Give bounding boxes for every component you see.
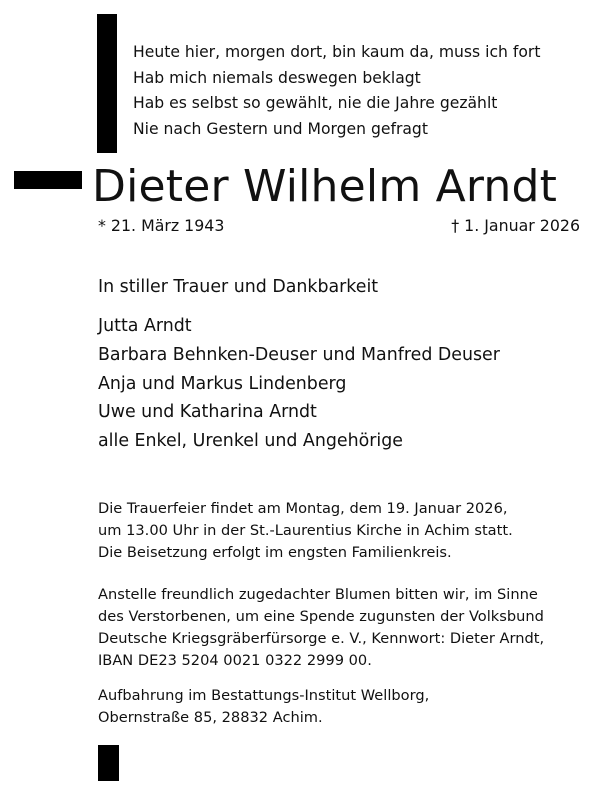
notice-line: des Verstorbenen, um eine Spende zugunsten der Volksbund [98, 608, 544, 625]
poem-line: Heute hier, morgen dort, bin kaum da, muss ich fort [133, 43, 541, 61]
cross-vertical-bar [97, 14, 117, 153]
mourner: Jutta Arndt [98, 316, 192, 336]
notice-line: um 13.00 Uhr in der St.-Laurentius Kirche in Achim statt. [98, 522, 513, 539]
bottom-mark [98, 745, 119, 781]
deceased-name: Dieter Wilhelm Arndt [92, 161, 558, 212]
notice-line: Deutsche Kriegsgräberfürsorge e. V., Kennwort: Dieter Arndt, [98, 630, 545, 647]
ceremony-notice [98, 498, 513, 564]
poem [133, 40, 540, 142]
mourner: Uwe und Katharina Arndt [98, 402, 317, 423]
poem-line: Hab mich niemals deswegen beklagt [133, 68, 421, 87]
poem-line: Hab es selbst so gewählt, nie die Jahre gezählt [133, 94, 498, 112]
notice-line: Anstelle freundlich zugedachter Blumen bitten wir, im Sinne [98, 586, 538, 603]
notice-line: Die Beisetzung erfolgt im engsten Familienkreis. [98, 544, 452, 561]
mourner: alle Enkel, Urenkel und Angehörige [98, 431, 403, 452]
notice-line: Die Trauerfeier findet am Montag, dem 19. Januar 2026, [98, 500, 508, 517]
poem-line: Nie nach Gestern und Morgen gefragt [133, 119, 428, 138]
donation-notice [98, 584, 544, 672]
notice-line: IBAN DE23 5204 0021 0322 2999 00. [98, 652, 372, 669]
mourning-intro: In stiller Trauer und Dankbarkeit [98, 277, 379, 297]
mourner: Barbara Behnken-Deuser und Manfred Deuser [98, 344, 500, 365]
notice-line: Aufbahrung im Bestattungs-Institut Wellborg, [98, 687, 430, 704]
mourner: Anja und Markus Lindenberg [98, 373, 347, 394]
mourners-list [98, 312, 500, 456]
notice-line: Obernstraße 85, 28832 Achim. [98, 709, 323, 726]
death-date: † 1. Januar 2026 [451, 216, 580, 235]
birth-date: * 21. März 1943 [98, 216, 225, 235]
laying-out-notice [98, 685, 429, 729]
cross-horizontal-bar [14, 171, 82, 189]
